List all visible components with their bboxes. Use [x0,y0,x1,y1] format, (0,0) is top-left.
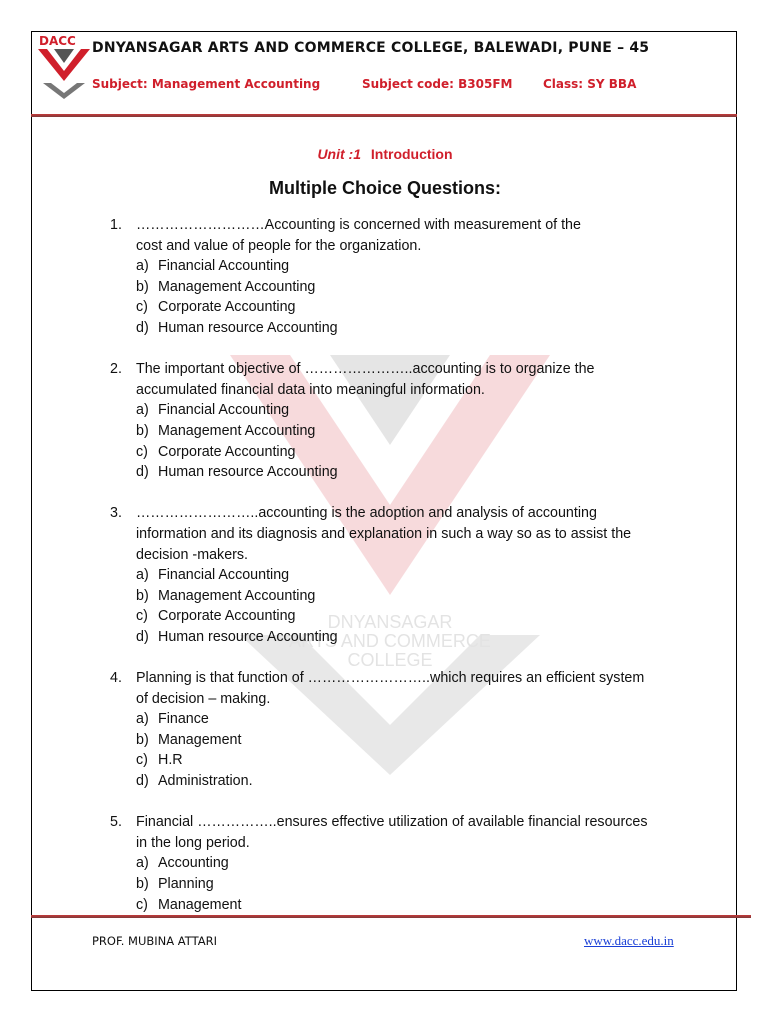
question-body [136,215,690,339]
option-label: d) [136,464,149,481]
answer-option [136,318,690,339]
question-spacer [110,339,690,360]
option-label: a) [136,402,149,419]
option-text: Management [158,731,242,748]
website-link[interactable]: www.dacc.edu.in [584,933,674,948]
option-text: Financial Accounting [158,402,290,419]
unit-title: Introduction [370,146,453,162]
option-text: Human resource Accounting [158,464,338,481]
watermark-line2: ARTS AND COMMERCE [289,631,491,651]
subject-label: Subject: Management Accounting [92,77,321,91]
option-text: Human resource Accounting [158,319,338,336]
answer-option [136,421,690,442]
footer-divider [31,915,751,918]
option-text: Management Accounting [158,422,316,439]
answer-option [136,750,690,771]
answer-option [136,895,690,916]
question-text-line: of decision – making. [136,690,271,707]
option-list [136,400,690,482]
question-text-line: in the long period. [136,834,250,851]
watermark-line1: DNYANSAGAR [327,612,453,632]
option-label: d) [136,628,149,645]
question-text-line: cost and value of people for the organization. [136,237,422,254]
question-body [136,668,690,792]
question-number: 5. [110,814,122,831]
answer-option [136,256,690,277]
option-text: H.R [158,752,183,769]
answer-option [136,297,690,318]
option-text: Financial Accounting [158,258,290,275]
answer-option [136,462,690,483]
answer-option [136,586,690,607]
college-name: DNYANSAGAR ARTS AND COMMERCE COLLEGE, BALEWADI, PUNE – 45 [92,40,650,56]
question-item [110,359,690,483]
subject-code: Subject code: B305FM [362,77,513,91]
option-label: c) [136,443,148,460]
answer-option [136,853,690,874]
option-label: b) [136,731,149,748]
question-number: 3. [110,505,122,522]
question-number: 2. [110,361,122,378]
option-text: Corporate Accounting [158,299,296,316]
question-list [110,215,690,915]
unit-number: Unit :1 [317,146,361,162]
answer-option [136,442,690,463]
option-text: Accounting [158,855,229,872]
question-text-line: decision -makers. [136,546,249,563]
question-text-line: The important objective of …………………..accounting is to organize the [136,361,595,378]
option-list [136,709,690,791]
answer-option [136,400,690,421]
question-body [136,812,690,915]
option-label: c) [136,896,148,913]
answer-option [136,606,690,627]
answer-option [136,565,690,586]
option-label: b) [136,587,149,604]
question-text-line: ……………………..accounting is the adoption and analysis of accounting [136,505,597,522]
question-item [110,503,690,647]
option-text: Finance [158,711,209,728]
option-text: Planning [158,876,214,892]
footer-author: PROF. MUBINA ATTARI [92,934,217,948]
question-spacer [110,647,690,668]
option-label: b) [136,278,149,295]
question-body [136,359,690,483]
option-label: b) [136,876,149,892]
option-label: a) [136,567,149,584]
question-text-line: Financial ……………..ensures effective utilization of available financial resources [136,814,648,831]
option-list [136,565,690,647]
question-spacer [110,483,690,504]
option-text: Financial Accounting [158,567,290,584]
section-title: Multiple Choice Questions: [268,178,501,198]
option-text: Management [158,896,242,913]
answer-option [136,627,690,648]
answer-option [136,874,690,895]
option-label: c) [136,299,148,316]
option-label: d) [136,319,149,336]
question-spacer [110,792,690,813]
option-text: Administration. [158,773,253,790]
answer-option [136,709,690,730]
option-label: c) [136,608,148,625]
college-logo [35,33,93,103]
option-label: b) [136,422,149,439]
question-number: 1. [110,217,122,233]
option-label: a) [136,711,149,728]
option-label: a) [136,855,149,872]
option-text: Corporate Accounting [158,608,296,625]
option-list [136,256,690,338]
answer-option [136,730,690,751]
watermark-line3: COLLEGE [347,650,433,670]
question-body [136,503,690,647]
logo-text: DACC [39,34,76,48]
question-text-line: accumulated financial data into meaningful information. [136,381,485,398]
option-label: c) [136,752,148,769]
option-label: a) [136,258,149,275]
question-item [110,215,690,339]
question-item [110,668,690,792]
question-number: 4. [110,670,122,687]
option-label: d) [136,773,149,790]
option-text: Corporate Accounting [158,443,296,460]
answer-option [136,277,690,298]
header-divider [31,114,737,117]
question-text-line: information and its diagnosis and explanation in such a way so as to assist the [136,525,632,542]
question-text-line: ………………………Accounting is concerned with measurement of the [136,217,581,233]
option-list [136,853,690,915]
unit-heading [0,146,770,162]
class-label: Class: SY BBA [543,77,637,91]
option-text: Management Accounting [158,587,316,604]
option-text: Management Accounting [158,278,316,295]
question-text-line: Planning is that function of ……………………..which requires an efficient system [136,670,645,687]
answer-option [136,771,690,792]
question-item [110,812,690,915]
option-text: Human resource Accounting [158,628,338,645]
